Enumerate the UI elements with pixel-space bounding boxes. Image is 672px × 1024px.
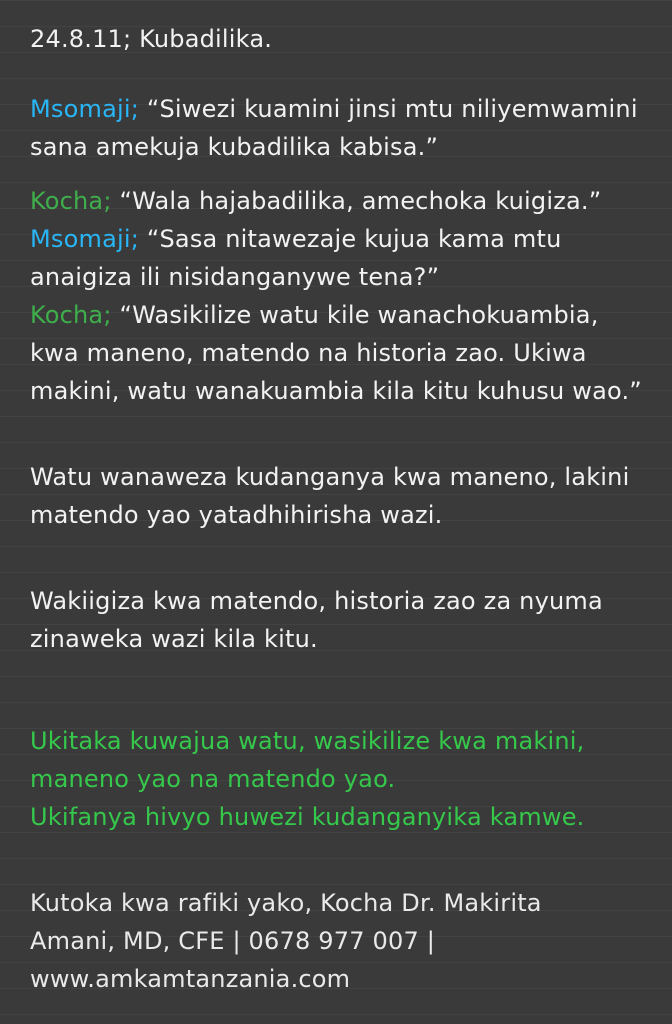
speaker-name: Kocha [30, 187, 104, 215]
dialogue-line [30, 182, 644, 220]
spacer [30, 534, 644, 582]
spacer [30, 706, 644, 722]
spacer [30, 56, 644, 90]
speaker-name: Msomaji [30, 225, 131, 253]
dialogue-text: “Siwezi kuamini jinsi mtu niliyemwamini sana amekuja kubadilika kabisa.” [30, 95, 646, 161]
dialogue-line [30, 90, 644, 166]
spacer [30, 410, 644, 458]
website-url: www.amkamtanzania.com [30, 965, 351, 993]
dialogue-line [30, 220, 644, 296]
speaker-separator: ; [103, 187, 120, 215]
body-paragraph: Wakiigiza kwa matendo, historia zao za nyuma zinaweka wazi kila kitu. [30, 587, 611, 653]
dialogue-section [30, 90, 644, 410]
speaker-separator: ; [130, 225, 147, 253]
signature-block [30, 884, 644, 998]
spacer [30, 836, 644, 884]
speaker-separator: ; [103, 301, 120, 329]
highlight-section [30, 722, 644, 836]
body-paragraph: Watu wanaweza kudanganya kwa maneno, lakini matendo yao yatadhihirisha wazi. [30, 463, 638, 529]
dialogue-text: “Wala hajabadilika, amechoka kuigiza.” [119, 187, 602, 215]
signature-line-1: Kutoka kwa rafiki yako, Kocha Dr. Makirita [30, 889, 542, 917]
speaker-name: Msomaji [30, 95, 131, 123]
page-title: 24.8.11; Kubadilika. [30, 25, 273, 53]
speaker-name: Kocha [30, 301, 104, 329]
highlight-paragraph: Ukifanya hivyo huwezi kudanganyika kamwe. [30, 803, 585, 831]
dialogue-text: “Sasa nitawezaje kujua kama mtu anaigiza ili nisidanganywe tena?” [30, 225, 570, 291]
signature-line-2: Amani, MD, CFE | 0678 977 007 | [30, 927, 436, 955]
dialogue-text: “Wasikilize watu kile wanachokuambia, kwa maneno, matendo na historia zao. Ukiwa makini, watu wanakuambia kila kitu kuhusu wao.” [30, 301, 642, 405]
dialogue-line [30, 296, 644, 410]
speaker-separator: ; [130, 95, 147, 123]
highlight-paragraph: Ukitaka kuwajua watu, wasikilize kwa makini, maneno yao na matendo yao. [30, 727, 593, 793]
spacer [30, 166, 644, 182]
spacer [30, 658, 644, 706]
note-content [30, 22, 644, 998]
